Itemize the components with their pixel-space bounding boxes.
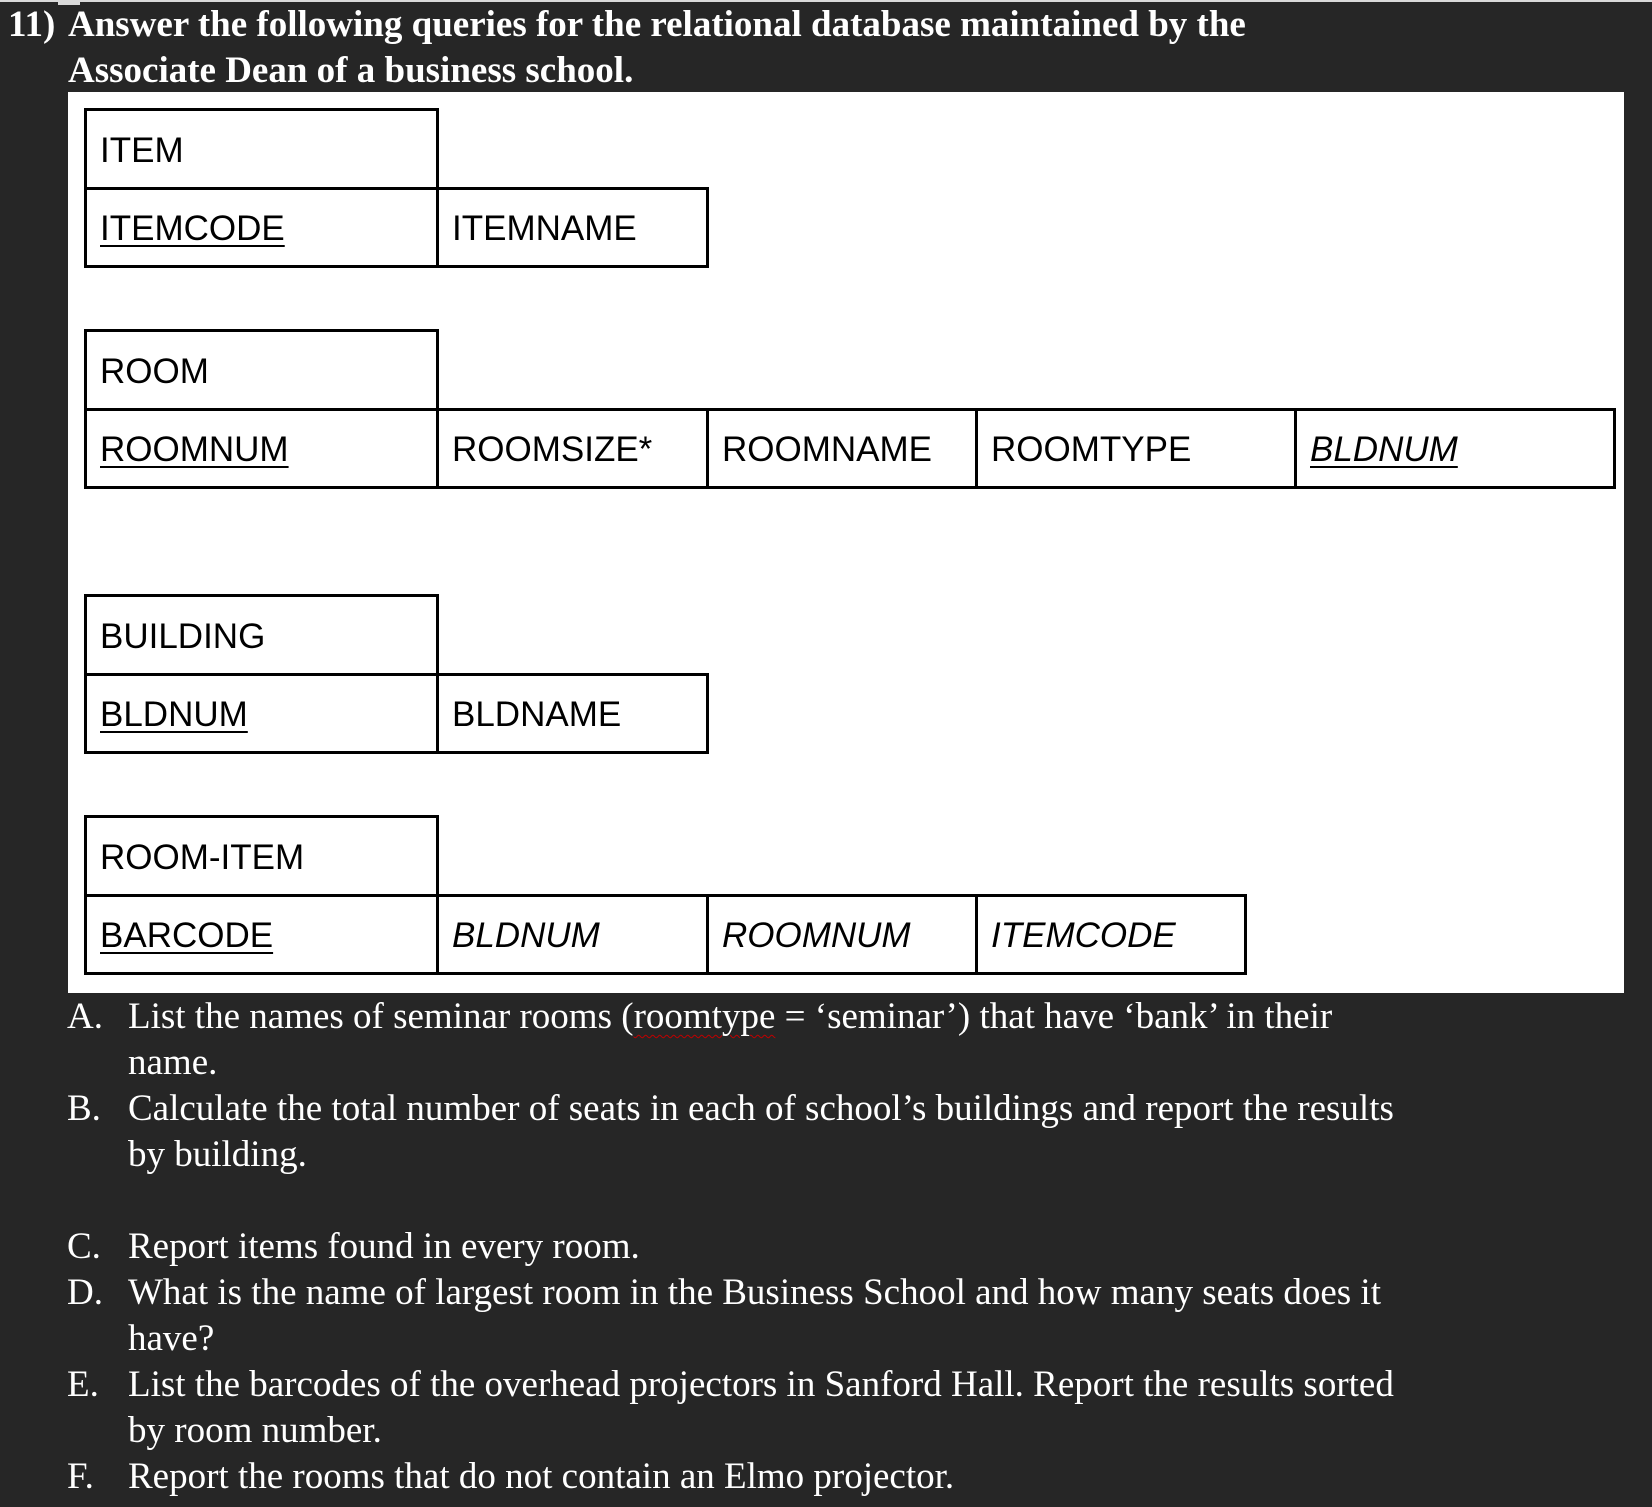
- room-attr-roomnum: ROOMNUM: [84, 408, 439, 489]
- spellcheck-underline: roomtype: [633, 996, 776, 1037]
- building-attr-bldnum: BLDNUM: [84, 673, 439, 754]
- query-letter: C.: [67, 1226, 101, 1267]
- query-text: Calculate the total number of seats in each of school’s buildings and report the results: [128, 1088, 1394, 1129]
- room-item-table-title: ROOM-ITEM: [84, 815, 439, 897]
- query-text: List the names of seminar rooms (roomtype = ‘seminar’) that have ‘bank’ in their: [128, 996, 1333, 1037]
- query-letter: E.: [67, 1364, 99, 1405]
- query-a: [67, 994, 1394, 1040]
- query-list: [67, 994, 1394, 1500]
- room-item-attr-roomnum: ROOMNUM: [706, 894, 978, 975]
- query-letter: D.: [67, 1272, 103, 1313]
- room-attr-roomsize: ROOMSIZE*: [436, 408, 709, 489]
- room-item-attr-bldnum: BLDNUM: [436, 894, 709, 975]
- query-b-continued: [67, 1132, 1394, 1178]
- query-b: [67, 1086, 1394, 1132]
- query-c: [67, 1224, 1394, 1270]
- query-text: have?: [128, 1318, 215, 1359]
- query-d-continued: [67, 1316, 1394, 1362]
- query-text: by room number.: [128, 1410, 382, 1451]
- building-table-title: BUILDING: [84, 594, 439, 676]
- query-e-continued: [67, 1408, 1394, 1454]
- query-text: by building.: [128, 1134, 307, 1175]
- query-text: name.: [128, 1042, 218, 1083]
- room-attr-roomname: ROOMNAME: [706, 408, 978, 489]
- query-f: [67, 1454, 1394, 1500]
- query-letter: F.: [67, 1456, 94, 1497]
- query-letter: A.: [67, 996, 103, 1037]
- question-number: 11): [8, 4, 56, 45]
- query-text: Report items found in every room.: [128, 1226, 640, 1267]
- query-text: List the barcodes of the overhead projectors in Sanford Hall. Report the results sorted: [128, 1364, 1394, 1405]
- building-attr-bldname: BLDNAME: [436, 673, 709, 754]
- query-d: [67, 1270, 1394, 1316]
- room-attr-bldnum: BLDNUM: [1294, 408, 1616, 489]
- query-a-continued: [67, 1040, 1394, 1086]
- query-text: What is the name of largest room in the Business School and how many seats does it: [128, 1272, 1381, 1313]
- query-e: [67, 1362, 1394, 1408]
- query-letter: B.: [67, 1088, 101, 1129]
- question-text-line2: Associate Dean of a business school.: [68, 50, 634, 91]
- room-table-title: ROOM: [84, 329, 439, 411]
- question-text-line1: Answer the following queries for the relational database maintained by the: [68, 4, 1246, 45]
- item-table-title: ITEM: [84, 108, 439, 190]
- room-item-attr-itemcode: ITEMCODE: [975, 894, 1247, 975]
- schema-diagram: [68, 92, 1624, 993]
- query-text: Report the rooms that do not contain an Elmo projector.: [128, 1456, 955, 1497]
- room-attr-roomtype: ROOMTYPE: [975, 408, 1297, 489]
- item-attr-itemname: ITEMNAME: [436, 187, 709, 268]
- question-heading: [8, 2, 1246, 94]
- item-attr-itemcode: ITEMCODE: [84, 187, 439, 268]
- room-item-attr-barcode: BARCODE: [84, 894, 439, 975]
